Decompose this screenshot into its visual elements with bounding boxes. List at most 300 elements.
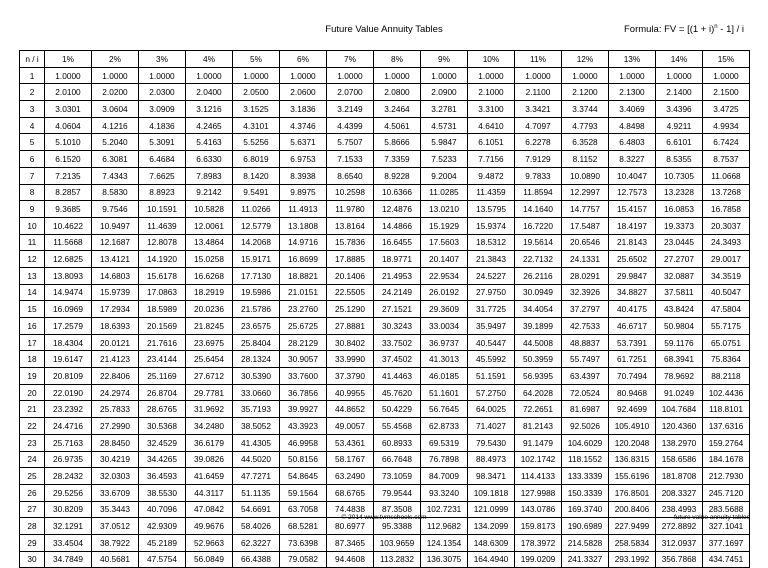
value-cell: 143.0786 [515, 501, 562, 518]
value-cell: 31.9692 [186, 401, 233, 418]
value-cell: 22.7132 [515, 251, 562, 268]
value-cell: 61.7251 [609, 351, 656, 368]
value-cell: 25.6502 [609, 251, 656, 268]
value-cell: 95.3388 [374, 518, 421, 535]
value-cell: 1.0000 [280, 67, 327, 84]
value-cell: 181.8708 [656, 468, 703, 485]
value-cell: 68.3941 [656, 351, 703, 368]
value-cell: 43.8424 [656, 301, 703, 318]
value-cell: 47.0842 [186, 501, 233, 518]
period-cell: 7 [20, 167, 45, 184]
value-cell: 15.9374 [468, 217, 515, 234]
value-cell: 241.3327 [562, 551, 609, 568]
value-cell: 10.2598 [327, 184, 374, 201]
value-cell: 34.2480 [186, 418, 233, 435]
value-cell: 138.2970 [656, 434, 703, 451]
value-cell: 1.0000 [609, 67, 656, 84]
value-cell: 14.1920 [139, 251, 186, 268]
value-cell: 10.6366 [374, 184, 421, 201]
value-cell: 6.2278 [515, 134, 562, 151]
value-cell: 14.2068 [233, 234, 280, 251]
header-rate: 15% [703, 51, 750, 68]
value-cell: 112.9682 [421, 518, 468, 535]
value-cell: 9.8975 [280, 184, 327, 201]
value-cell: 47.5754 [139, 551, 186, 568]
value-cell: 30.5368 [139, 418, 186, 435]
period-cell: 14 [20, 284, 45, 301]
value-cell: 23.4144 [139, 351, 186, 368]
value-cell: 1.0000 [656, 67, 703, 84]
table-row [20, 184, 750, 201]
value-cell: 14.1640 [515, 201, 562, 218]
value-cell: 73.6398 [280, 534, 327, 551]
value-cell: 49.0057 [327, 418, 374, 435]
value-cell: 63.4397 [562, 368, 609, 385]
value-cell: 32.4529 [139, 434, 186, 451]
page-title: Future Value Annuity Tables [325, 24, 443, 35]
value-cell: 26.0192 [421, 284, 468, 301]
value-cell: 4.3101 [233, 117, 280, 134]
value-cell: 14.6803 [92, 267, 139, 284]
value-cell: 27.8881 [327, 318, 374, 335]
value-cell: 17.2579 [45, 318, 92, 335]
period-cell: 20 [20, 384, 45, 401]
value-cell: 47.5804 [703, 301, 750, 318]
value-cell: 8.8923 [139, 184, 186, 201]
value-cell: 169.3740 [562, 501, 609, 518]
value-cell: 212.7930 [703, 468, 750, 485]
period-cell: 30 [20, 551, 45, 568]
value-cell: 65.0751 [703, 334, 750, 351]
value-cell: 34.3519 [703, 267, 750, 284]
value-cell: 227.9499 [609, 518, 656, 535]
value-cell: 4.4399 [327, 117, 374, 134]
value-cell: 104.6029 [562, 434, 609, 451]
value-cell: 54.6691 [233, 501, 280, 518]
value-cell: 68.6765 [327, 484, 374, 501]
value-cell: 8.5830 [92, 184, 139, 201]
value-cell: 24.4716 [45, 418, 92, 435]
value-cell: 71.4027 [468, 418, 515, 435]
value-cell: 118.8101 [703, 401, 750, 418]
value-cell: 190.6989 [562, 518, 609, 535]
period-cell: 13 [20, 267, 45, 284]
value-cell: 104.7684 [656, 401, 703, 418]
value-cell: 48.8837 [562, 334, 609, 351]
value-cell: 38.5530 [139, 484, 186, 501]
value-cell: 21.3843 [468, 251, 515, 268]
value-cell: 6.8019 [233, 151, 280, 168]
value-cell: 40.5681 [92, 551, 139, 568]
value-cell: 5.3091 [139, 134, 186, 151]
value-cell: 23.0445 [656, 234, 703, 251]
value-cell: 7.3359 [374, 151, 421, 168]
value-cell: 25.7163 [45, 434, 92, 451]
value-cell: 35.9497 [468, 318, 515, 335]
value-cell: 18.5312 [468, 234, 515, 251]
value-cell: 3.3744 [562, 101, 609, 118]
value-cell: 7.6625 [139, 167, 186, 184]
table-row [20, 201, 750, 218]
value-cell: 21.7616 [139, 334, 186, 351]
value-cell: 84.7009 [421, 468, 468, 485]
table-row [20, 551, 750, 568]
value-cell: 24.1331 [562, 251, 609, 268]
value-cell: 39.0826 [186, 451, 233, 468]
value-cell: 29.5256 [45, 484, 92, 501]
value-cell: 6.6330 [186, 151, 233, 168]
value-cell: 114.4133 [515, 468, 562, 485]
value-cell: 41.4463 [374, 368, 421, 385]
value-cell: 38.7922 [92, 534, 139, 551]
value-cell: 20.0236 [186, 301, 233, 318]
value-cell: 4.7097 [515, 117, 562, 134]
value-cell: 3.1216 [186, 101, 233, 118]
value-cell: 2.1200 [562, 84, 609, 101]
value-cell: 208.3327 [656, 484, 703, 501]
value-cell: 27.9750 [468, 284, 515, 301]
value-cell: 10.4047 [609, 167, 656, 184]
value-cell: 4.6410 [468, 117, 515, 134]
value-cell: 64.2028 [515, 384, 562, 401]
value-cell: 24.2149 [374, 284, 421, 301]
value-cell: 27.2707 [656, 251, 703, 268]
value-cell: 20.1406 [327, 267, 374, 284]
value-cell: 1.0000 [374, 67, 421, 84]
value-cell: 434.7451 [703, 551, 750, 568]
value-cell: 3.2781 [421, 101, 468, 118]
footer-caption: future value annuity tables [674, 514, 750, 521]
value-cell: 44.8652 [327, 401, 374, 418]
value-cell: 159.2764 [703, 434, 750, 451]
value-cell: 26.8704 [139, 384, 186, 401]
value-cell: 113.2832 [374, 551, 421, 568]
value-cell: 9.2142 [186, 184, 233, 201]
value-cell: 136.8315 [609, 451, 656, 468]
value-cell: 102.1742 [515, 451, 562, 468]
value-cell: 80.9468 [609, 384, 656, 401]
value-cell: 30.3243 [374, 318, 421, 335]
table-row [20, 167, 750, 184]
value-cell: 21.8245 [186, 318, 233, 335]
value-cell: 4.7793 [562, 117, 609, 134]
value-cell: 102.7231 [421, 501, 468, 518]
value-cell: 4.9211 [656, 117, 703, 134]
value-cell: 16.6268 [186, 267, 233, 284]
period-cell: 8 [20, 184, 45, 201]
header-rate: 5% [233, 51, 280, 68]
value-cell: 41.6459 [186, 468, 233, 485]
value-cell: 2.1500 [703, 84, 750, 101]
value-cell: 20.8109 [45, 368, 92, 385]
value-cell: 66.7648 [374, 451, 421, 468]
value-cell: 92.4699 [609, 401, 656, 418]
value-cell: 56.9395 [515, 368, 562, 385]
value-cell: 51.1591 [468, 368, 515, 385]
value-cell: 87.3465 [327, 534, 374, 551]
value-cell: 18.5989 [139, 301, 186, 318]
value-cell: 10.7305 [656, 167, 703, 184]
value-cell: 21.4123 [92, 351, 139, 368]
value-cell: 5.5256 [233, 134, 280, 151]
value-cell: 43.3923 [280, 418, 327, 435]
value-cell: 25.6454 [186, 351, 233, 368]
value-cell: 45.7620 [374, 384, 421, 401]
value-cell: 1.0000 [327, 67, 374, 84]
value-cell: 28.8450 [92, 434, 139, 451]
value-cell: 34.8827 [609, 284, 656, 301]
value-cell: 17.5487 [562, 217, 609, 234]
value-cell: 1.0000 [233, 67, 280, 84]
value-cell: 44.3117 [186, 484, 233, 501]
value-cell: 1.0000 [186, 67, 233, 84]
value-cell: 21.0151 [280, 284, 327, 301]
formula-suffix: - 1] / i [717, 24, 745, 36]
value-cell: 17.5603 [421, 234, 468, 251]
value-cell: 150.3339 [562, 484, 609, 501]
table-row [20, 434, 750, 451]
period-cell: 6 [20, 151, 45, 168]
value-cell: 28.6765 [139, 401, 186, 418]
value-cell: 22.9534 [421, 267, 468, 284]
header-rate: 9% [421, 51, 468, 68]
value-cell: 32.1291 [45, 518, 92, 535]
table-row [20, 351, 750, 368]
value-cell: 36.4593 [139, 468, 186, 485]
value-cell: 51.1601 [421, 384, 468, 401]
value-cell: 93.3240 [421, 484, 468, 501]
value-cell: 50.8156 [280, 451, 327, 468]
period-cell: 3 [20, 101, 45, 118]
table-row [20, 67, 750, 84]
value-cell: 2.0200 [92, 84, 139, 101]
value-cell: 30.5390 [233, 368, 280, 385]
value-cell: 6.1520 [45, 151, 92, 168]
value-cell: 75.8364 [703, 351, 750, 368]
value-cell: 33.7600 [280, 368, 327, 385]
value-cell: 37.0512 [92, 518, 139, 535]
value-cell: 5.9847 [421, 134, 468, 151]
value-cell: 8.1420 [233, 167, 280, 184]
value-cell: 63.2490 [327, 468, 374, 485]
value-cell: 5.4163 [186, 134, 233, 151]
value-cell: 44.5008 [515, 334, 562, 351]
value-cell: 17.2934 [92, 301, 139, 318]
value-cell: 22.5505 [327, 284, 374, 301]
value-cell: 9.3685 [45, 201, 92, 218]
value-cell: 15.4157 [609, 201, 656, 218]
value-cell: 47.7271 [233, 468, 280, 485]
period-cell: 22 [20, 418, 45, 435]
period-cell: 9 [20, 201, 45, 218]
value-cell: 14.4866 [374, 217, 421, 234]
value-cell: 1.0000 [562, 67, 609, 84]
value-cell: 6.1051 [468, 134, 515, 151]
value-cell: 30.9057 [280, 351, 327, 368]
value-cell: 16.7858 [703, 201, 750, 218]
formula-exponent: n [714, 24, 718, 30]
header-rate: 11% [515, 51, 562, 68]
value-cell: 11.0668 [703, 167, 750, 184]
value-cell: 72.2651 [515, 401, 562, 418]
value-cell: 35.3443 [92, 501, 139, 518]
value-cell: 79.9544 [374, 484, 421, 501]
value-cell: 3.4396 [656, 101, 703, 118]
value-cell: 312.0937 [656, 534, 703, 551]
value-cell: 13.8164 [327, 217, 374, 234]
value-cell: 26.2116 [515, 267, 562, 284]
value-cell: 49.9676 [186, 518, 233, 535]
value-cell: 9.7546 [92, 201, 139, 218]
value-cell: 30.8402 [327, 334, 374, 351]
value-cell: 10.4622 [45, 217, 92, 234]
value-cell: 63.7058 [280, 501, 327, 518]
value-cell: 120.4360 [656, 418, 703, 435]
value-cell: 27.2990 [92, 418, 139, 435]
period-cell: 15 [20, 301, 45, 318]
value-cell: 19.5614 [515, 234, 562, 251]
value-cell: 52.9663 [186, 534, 233, 551]
value-cell: 55.7497 [562, 351, 609, 368]
value-cell: 42.7533 [562, 318, 609, 335]
table-row [20, 101, 750, 118]
value-cell: 15.6178 [139, 267, 186, 284]
value-cell: 70.7494 [609, 368, 656, 385]
header-rate: 12% [562, 51, 609, 68]
value-cell: 2.0700 [327, 84, 374, 101]
value-cell: 1.0000 [92, 67, 139, 84]
value-cell: 37.5811 [656, 284, 703, 301]
value-cell: 8.9228 [374, 167, 421, 184]
value-cell: 18.9771 [374, 251, 421, 268]
value-cell: 54.8645 [280, 468, 327, 485]
value-cell: 12.7573 [609, 184, 656, 201]
value-cell: 10.5828 [186, 201, 233, 218]
value-cell: 72.0524 [562, 384, 609, 401]
value-cell: 2.0500 [233, 84, 280, 101]
value-cell: 12.1687 [92, 234, 139, 251]
value-cell: 25.7833 [92, 401, 139, 418]
value-cell: 6.4684 [139, 151, 186, 168]
value-cell: 91.1479 [515, 434, 562, 451]
value-cell: 377.1697 [703, 534, 750, 551]
value-cell: 20.3037 [703, 217, 750, 234]
value-cell: 20.0121 [92, 334, 139, 351]
value-cell: 60.8933 [374, 434, 421, 451]
value-cell: 184.1678 [703, 451, 750, 468]
value-cell: 258.5834 [609, 534, 656, 551]
value-cell: 16.6455 [374, 234, 421, 251]
value-cell: 8.2857 [45, 184, 92, 201]
value-cell: 3.4725 [703, 101, 750, 118]
value-cell: 155.6196 [609, 468, 656, 485]
period-cell: 24 [20, 451, 45, 468]
value-cell: 17.0863 [139, 284, 186, 301]
value-cell: 66.4388 [233, 551, 280, 568]
value-cell: 118.1552 [562, 451, 609, 468]
value-cell: 58.4026 [233, 518, 280, 535]
table-row [20, 84, 750, 101]
value-cell: 18.2919 [186, 284, 233, 301]
table-row [20, 217, 750, 234]
value-cell: 102.4436 [703, 384, 750, 401]
table-row [20, 484, 750, 501]
value-cell: 8.5355 [656, 151, 703, 168]
value-cell: 11.4639 [139, 217, 186, 234]
table-row [20, 318, 750, 335]
value-cell: 88.4973 [468, 451, 515, 468]
annuity-table [19, 50, 750, 568]
value-cell: 7.9129 [515, 151, 562, 168]
value-cell: 98.3471 [468, 468, 515, 485]
value-cell: 2.0900 [421, 84, 468, 101]
value-cell: 4.1216 [92, 117, 139, 134]
header-rate: 3% [139, 51, 186, 68]
value-cell: 5.6371 [280, 134, 327, 151]
value-cell: 2.0600 [280, 84, 327, 101]
value-cell: 1.0000 [703, 67, 750, 84]
value-cell: 8.6540 [327, 167, 374, 184]
value-cell: 27.1521 [374, 301, 421, 318]
value-cell: 7.7156 [468, 151, 515, 168]
value-cell: 78.9692 [656, 368, 703, 385]
value-cell: 3.1525 [233, 101, 280, 118]
value-cell: 46.0185 [421, 368, 468, 385]
value-cell: 16.0853 [656, 201, 703, 218]
value-cell: 159.8173 [515, 518, 562, 535]
header-rate: 13% [609, 51, 656, 68]
value-cell: 59.1176 [656, 334, 703, 351]
value-cell: 22.0190 [45, 384, 92, 401]
value-cell: 50.9804 [656, 318, 703, 335]
value-cell: 41.4305 [233, 434, 280, 451]
value-cell: 133.3339 [562, 468, 609, 485]
value-cell: 62.3227 [233, 534, 280, 551]
value-cell: 11.4913 [280, 201, 327, 218]
value-cell: 38.5052 [233, 418, 280, 435]
value-cell: 23.2392 [45, 401, 92, 418]
table-row [20, 451, 750, 468]
table-row [20, 134, 750, 151]
value-cell: 14.9716 [280, 234, 327, 251]
value-cell: 24.3493 [703, 234, 750, 251]
value-cell: 105.4910 [609, 418, 656, 435]
value-cell: 6.4803 [609, 134, 656, 151]
value-cell: 25.1290 [327, 301, 374, 318]
formula-prefix: Formula: FV = [(1 + i) [624, 24, 715, 36]
value-cell: 36.6179 [186, 434, 233, 451]
value-cell: 13.8093 [45, 267, 92, 284]
value-cell: 73.1059 [374, 468, 421, 485]
value-cell: 272.8892 [656, 518, 703, 535]
value-cell: 2.0300 [139, 84, 186, 101]
value-cell: 8.3938 [280, 167, 327, 184]
period-cell: 27 [20, 501, 45, 518]
value-cell: 199.0209 [515, 551, 562, 568]
value-cell: 10.9497 [92, 217, 139, 234]
value-cell: 68.5281 [280, 518, 327, 535]
value-cell: 53.4361 [327, 434, 374, 451]
value-cell: 12.2997 [562, 184, 609, 201]
value-cell: 8.7537 [703, 151, 750, 168]
value-cell: 25.1169 [139, 368, 186, 385]
value-cell: 33.7502 [374, 334, 421, 351]
table-row [20, 368, 750, 385]
table-row [20, 284, 750, 301]
value-cell: 34.4265 [139, 451, 186, 468]
value-cell: 7.8983 [186, 167, 233, 184]
value-cell: 42.9309 [139, 518, 186, 535]
